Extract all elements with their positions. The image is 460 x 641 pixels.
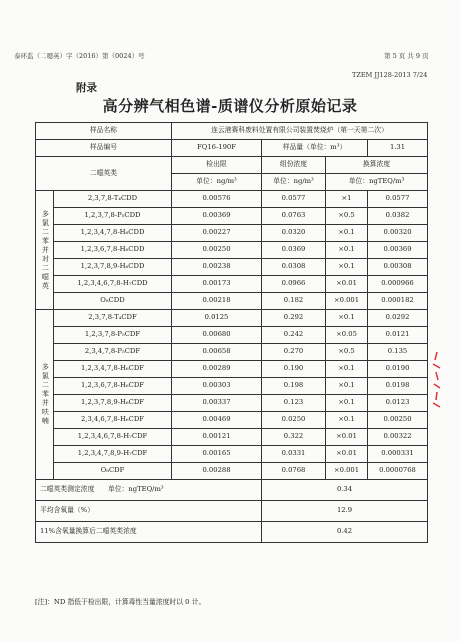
teq-header: 换算浓度 xyxy=(326,157,428,174)
concentration-header: 组份浓度 xyxy=(262,157,326,174)
detection-limit-header: 检出限 xyxy=(172,157,262,174)
congener-name: 1,2,3,4,6,7,8-H₇CDD xyxy=(54,276,172,293)
detection-limit: 0.00303 xyxy=(172,378,262,395)
tef-factor: ×1 xyxy=(326,191,368,208)
congener-name: 1,2,3,7,8,9-H₆CDF xyxy=(54,395,172,412)
congener-name: 1,2,3,4,7,8-H₆CDF xyxy=(54,361,172,378)
teq-value: 0.00320 xyxy=(368,225,428,242)
table-row xyxy=(36,344,428,361)
concentration: 0.322 xyxy=(262,429,326,446)
teq-value: 0.0292 xyxy=(368,310,428,327)
concentration: 0.182 xyxy=(262,293,326,310)
tef-factor: ×0.01 xyxy=(326,276,368,293)
summary-value: 0.34 xyxy=(262,480,428,501)
tef-factor: ×0.05 xyxy=(326,327,368,344)
table-row xyxy=(36,429,428,446)
page-title: 高分辨气相色谱-质谱仪分析原始记录 xyxy=(102,97,358,115)
teq-value: 0.135 xyxy=(368,344,428,361)
congener-name: 1,2,3,6,7,8-H₆CDD xyxy=(54,242,172,259)
document-reference: 泰环监（二噁英）字（2016）第（0024）号 xyxy=(14,52,145,60)
table-row xyxy=(36,276,428,293)
tef-factor: ×0.001 xyxy=(326,463,368,480)
teq-value: 0.000331 xyxy=(368,446,428,463)
table-row xyxy=(36,293,428,310)
table-row xyxy=(36,208,428,225)
concentration: 0.0308 xyxy=(262,259,326,276)
tef-factor: ×0.1 xyxy=(326,378,368,395)
congener-name: 1,2,3,6,7,8-H₆CDF xyxy=(54,378,172,395)
summary-row xyxy=(36,501,428,522)
concentration: 0.198 xyxy=(262,378,326,395)
detection-limit: 0.00238 xyxy=(172,259,262,276)
sample-name-row xyxy=(36,123,428,140)
table-row xyxy=(36,327,428,344)
teq-value: 0.000182 xyxy=(368,293,428,310)
summary-label: 二噁英类测定浓度 单位：ngTEQ/m³ xyxy=(36,480,262,501)
sample-name-value: 连云港赛科废料处置有限公司装置焚烧炉（第一天第二次） xyxy=(172,123,428,140)
analysis-record-table xyxy=(35,122,428,543)
tef-factor: ×0.01 xyxy=(326,446,368,463)
concentration: 0.0577 xyxy=(262,191,326,208)
class-header: 二噁英类 xyxy=(36,157,172,191)
table-row xyxy=(36,378,428,395)
group-label-pcdd: 多氯二苯并对二噁英 xyxy=(36,191,54,310)
detection-limit: 0.00289 xyxy=(172,361,262,378)
table-row xyxy=(36,191,428,208)
table-row xyxy=(36,463,428,480)
detection-limit: 0.00121 xyxy=(172,429,262,446)
teq-value: 0.0000768 xyxy=(368,463,428,480)
teq-value: 0.0577 xyxy=(368,191,428,208)
page-number: 第 5 页 共 9 页 xyxy=(384,52,429,60)
table-row xyxy=(36,395,428,412)
concentration: 0.0763 xyxy=(262,208,326,225)
table-row xyxy=(36,446,428,463)
table-row xyxy=(36,310,428,327)
standard-reference: TZEM JJ128-2013 7/24 xyxy=(352,71,428,79)
detection-limit: 0.00227 xyxy=(172,225,262,242)
concentration: 0.0966 xyxy=(262,276,326,293)
footnote: [注]：ND 指低于检出限，计算毒性当量浓度时以 0 计。 xyxy=(35,598,206,606)
detection-limit: 0.00576 xyxy=(172,191,262,208)
tef-factor: ×0.1 xyxy=(326,412,368,429)
summary-value: 12.9 xyxy=(262,501,428,522)
concentration: 0.0768 xyxy=(262,463,326,480)
congener-name: 2,3,7,8-T₄CDF xyxy=(54,310,172,327)
teq-value: 0.0190 xyxy=(368,361,428,378)
detection-limit: 0.00658 xyxy=(172,344,262,361)
tef-factor: ×0.01 xyxy=(326,429,368,446)
detection-limit: 0.00250 xyxy=(172,242,262,259)
sample-name-label: 样品名称 xyxy=(36,123,172,140)
tef-factor: ×0.1 xyxy=(326,225,368,242)
detection-limit: 0.00173 xyxy=(172,276,262,293)
concentration: 0.242 xyxy=(262,327,326,344)
detection-limit: 0.00218 xyxy=(172,293,262,310)
teq-value: 0.0382 xyxy=(368,208,428,225)
concentration: 0.292 xyxy=(262,310,326,327)
congener-name: 1,2,3,4,6,7,8-H₇CDF xyxy=(54,429,172,446)
red-stamp-mark xyxy=(430,350,444,410)
teq-value: 0.0121 xyxy=(368,327,428,344)
concentration: 0.123 xyxy=(262,395,326,412)
summary-label: 平均含氧量（%） xyxy=(36,501,262,522)
concentration: 0.0331 xyxy=(262,446,326,463)
unit-concentration: 单位：ng/m³ xyxy=(262,174,326,191)
concentration: 0.0369 xyxy=(262,242,326,259)
congener-name: 1,2,3,4,7,8-H₆CDD xyxy=(54,225,172,242)
sample-amount-label: 样品量（单位：m³） xyxy=(262,140,368,157)
congener-name: O₈CDD xyxy=(54,293,172,310)
teq-value: 0.00308 xyxy=(368,259,428,276)
detection-limit: 0.00337 xyxy=(172,395,262,412)
congener-name: 1,2,3,7,8,9-H₆CDD xyxy=(54,259,172,276)
concentration: 0.270 xyxy=(262,344,326,361)
appendix-label: 附录 xyxy=(76,82,97,94)
teq-value: 0.00250 xyxy=(368,412,428,429)
table-row xyxy=(36,242,428,259)
concentration: 0.0250 xyxy=(262,412,326,429)
teq-value: 0.0198 xyxy=(368,378,428,395)
teq-value: 0.000966 xyxy=(368,276,428,293)
detection-limit: 0.00288 xyxy=(172,463,262,480)
detection-limit: 0.00369 xyxy=(172,208,262,225)
congener-name: 1,2,3,7,8-P₅CDF xyxy=(54,327,172,344)
congener-name: 2,3,7,8-T₄CDD xyxy=(54,191,172,208)
teq-value: 0.0123 xyxy=(368,395,428,412)
congener-name: O₈CDF xyxy=(54,463,172,480)
concentration: 0.190 xyxy=(262,361,326,378)
sample-amount-value: 1.31 xyxy=(368,140,428,157)
detection-limit: 0.0125 xyxy=(172,310,262,327)
tef-factor: ×0.1 xyxy=(326,361,368,378)
sample-no-label: 样品编号 xyxy=(36,140,172,157)
tef-factor: ×0.1 xyxy=(326,259,368,276)
tef-factor: ×0.1 xyxy=(326,395,368,412)
sample-no-row xyxy=(36,140,428,157)
unit-limit: 单位：ng/m³ xyxy=(172,174,262,191)
sample-no-value: FQ16-190F xyxy=(172,140,262,157)
summary-row xyxy=(36,480,428,501)
detection-limit: 0.00165 xyxy=(172,446,262,463)
tef-factor: ×0.1 xyxy=(326,310,368,327)
column-header-row xyxy=(36,157,428,174)
group-label-pcdf: 多氯二苯并呋喃 xyxy=(36,310,54,480)
concentration: 0.0320 xyxy=(262,225,326,242)
congener-name: 1,2,3,4,7,8,9-H₇CDF xyxy=(54,446,172,463)
tef-factor: ×0.001 xyxy=(326,293,368,310)
tef-factor: ×0.5 xyxy=(326,344,368,361)
table-row xyxy=(36,259,428,276)
detection-limit: 0.00469 xyxy=(172,412,262,429)
table-row xyxy=(36,361,428,378)
congener-name: 2,3,4,7,8-P₅CDF xyxy=(54,344,172,361)
tef-factor: ×0.1 xyxy=(326,242,368,259)
detection-limit: 0.00680 xyxy=(172,327,262,344)
tef-factor: ×0.5 xyxy=(326,208,368,225)
teq-value: 0.00322 xyxy=(368,429,428,446)
congener-name: 1,2,3,7,8-P₅CDD xyxy=(54,208,172,225)
summary-value: 0.42 xyxy=(262,522,428,543)
unit-teq: 单位：ngTEQ/m³ xyxy=(326,174,428,191)
table-row xyxy=(36,412,428,429)
table-row xyxy=(36,225,428,242)
teq-value: 0.00369 xyxy=(368,242,428,259)
summary-label: 11%含氧量换算后二噁英类浓度 xyxy=(36,522,262,543)
congener-name: 2,3,4,6,7,8-H₆CDF xyxy=(54,412,172,429)
summary-row xyxy=(36,522,428,543)
